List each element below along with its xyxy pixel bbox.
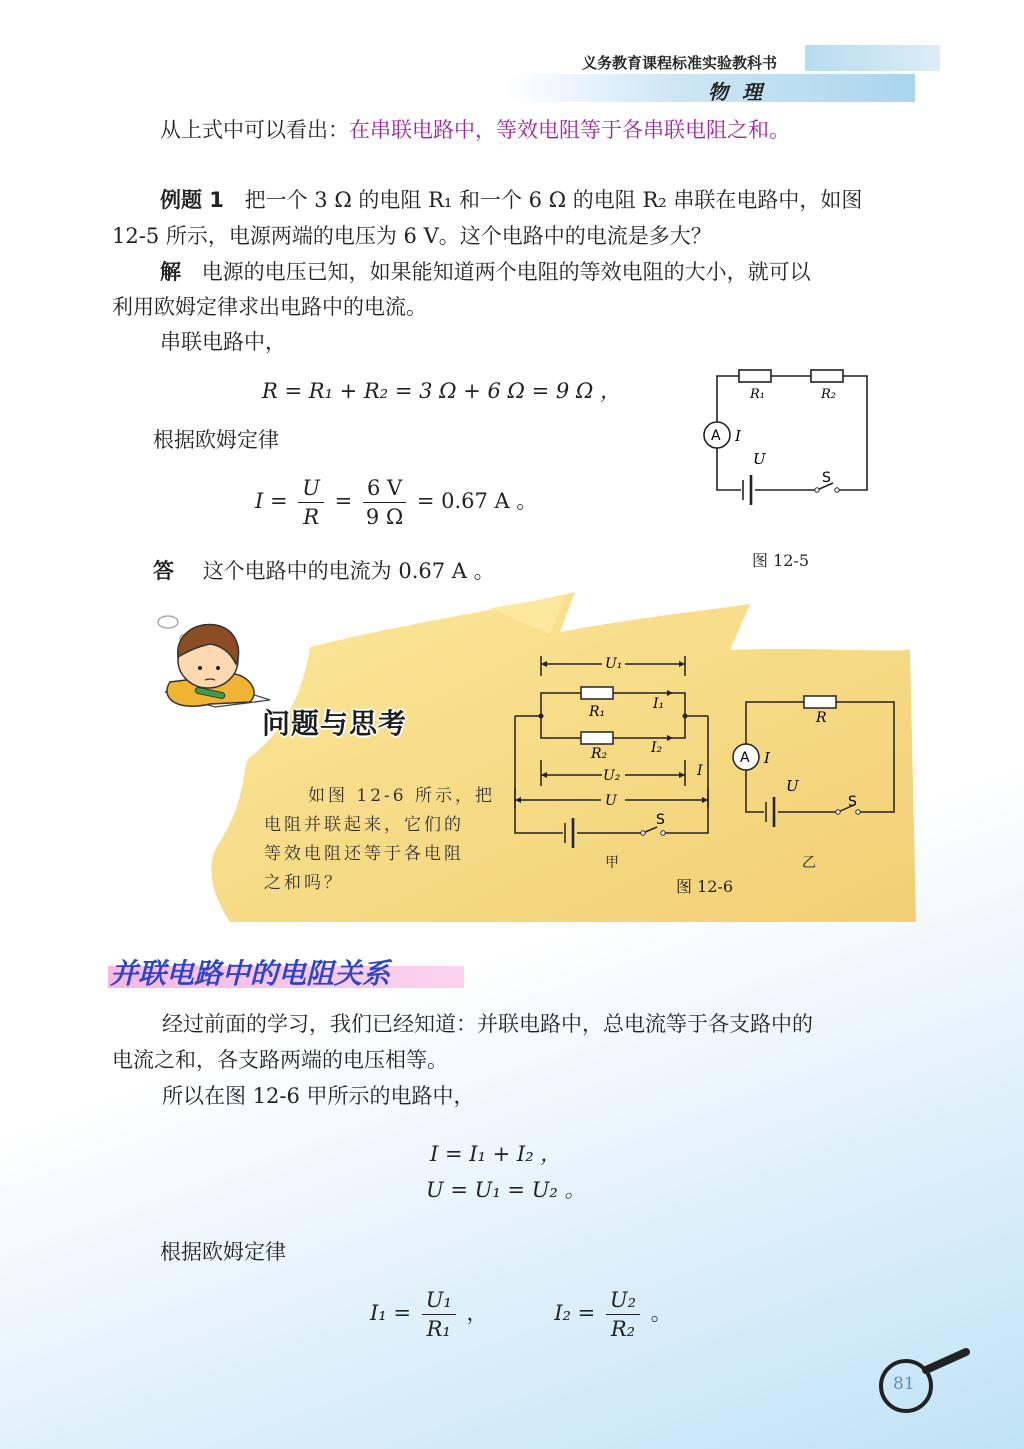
solution-line2: 利用欧姆定律求出电路中的电流。 [112, 295, 427, 319]
eq-i1-num: U₁ [422, 1288, 456, 1315]
think-box-title: 问题与思考 [262, 707, 408, 740]
intro-conclusion: 在串联电路中，等效电阻等于各串联电阻之和。 [349, 118, 790, 142]
think-box-line1: 如图 12-6 所示，把 [308, 786, 495, 806]
equation-current [255, 476, 537, 529]
label-ammeter-12-6: A [740, 750, 750, 766]
equation-parallel-voltage: U = U₁ = U₂ 。 [426, 1178, 586, 1202]
figure-12-6-left-label: 甲 [605, 855, 619, 871]
textbook-series: 义务教育课程标准实验教科书 [582, 54, 778, 72]
eq2-frac1-num: U [298, 476, 324, 503]
magnifier-icon [876, 1348, 976, 1420]
answer-line [153, 553, 495, 589]
equation-series-resistance: R = R₁ + R₂ = 3 Ω + 6 Ω = 9 Ω ， [262, 379, 622, 403]
eq-i2-lhs: I₂ = [554, 1301, 596, 1325]
label-u1: U₁ [605, 656, 623, 672]
intro-lead: 从上式中可以看出： [160, 118, 349, 142]
header-bar-top [805, 45, 940, 71]
think-box-line2: 电阻并联起来，它们的 [264, 815, 464, 835]
figure-12-5-caption: 图 12-5 [752, 551, 810, 570]
eq-i1-den: R₁ [426, 1317, 451, 1341]
eq2-rhs: = 0.67 A 。 [416, 489, 538, 513]
eq2-frac2-den: 9 Ω [365, 505, 404, 529]
answer-label: 答 [153, 559, 174, 583]
answer-text: 这个电路中的电流为 0.67 A 。 [202, 559, 495, 583]
section-title: 并联电路中的电阻关系 [110, 957, 391, 990]
label-current-12-5: I [735, 427, 741, 445]
eq-i2-num: U₂ [606, 1288, 640, 1315]
label-u-total: U [605, 793, 617, 809]
example-line2: 12-5 所示，电源两端的电压为 6 V。这个电路中的电流是多大？ [112, 224, 712, 248]
label-voltage-12-6: U [786, 777, 799, 795]
label-u2: U₂ [603, 768, 621, 784]
label-r1: R₁ [589, 704, 606, 720]
eq-i2-frac [606, 1288, 640, 1341]
label-i1: I₁ [653, 696, 665, 712]
solution-line1 [160, 254, 811, 290]
label-i-total: I [697, 763, 703, 779]
label-r2-12-5: R₂ [821, 387, 836, 402]
label-i2: I₂ [651, 740, 663, 756]
eq-i2-den: R₂ [610, 1317, 636, 1341]
section-para1-line1: 经过前面的学习，我们已经知道：并联电路中，总电流等于各支路中的 [162, 1012, 813, 1036]
label-r2: R₂ [591, 746, 608, 762]
thinking-boy-illustration [150, 612, 275, 722]
eq2-frac2-num: 6 V [363, 476, 406, 503]
think-box-line3: 等效电阻还等于各电阻 [264, 844, 464, 864]
subject-title: 物理 [708, 80, 776, 104]
section-para2: 所以在图 12-6 甲所示的电路中， [162, 1084, 475, 1108]
ohm-law-text-2: 根据欧姆定律 [160, 1240, 286, 1264]
figure-12-6-parallel-circuit [505, 648, 720, 878]
solution-text-1: 电源的电压已知，如果能知道两个电阻的等效电阻的大小，就可以 [201, 260, 811, 284]
series-circuit-text: 串联电路中， [160, 330, 286, 354]
ohm-law-text-1: 根据欧姆定律 [153, 428, 279, 452]
figure-12-5-circuit [695, 362, 885, 512]
label-voltage-12-5: U [753, 450, 766, 468]
equation-parallel-current: I = I₁ + I₂ ， [430, 1142, 562, 1166]
example-line1 [160, 182, 862, 218]
section-para1-line2: 电流之和，各支路两端的电压相等。 [112, 1048, 448, 1072]
eq-i1-lhs: I₁ = [370, 1301, 411, 1325]
eq-separator: ， [466, 1301, 488, 1325]
label-ammeter-12-5: A [711, 428, 721, 444]
eq2-frac2 [363, 476, 406, 529]
eq2-equals: = [334, 489, 353, 513]
eq2-lhs: I = [255, 489, 288, 513]
label-switch-b: S [848, 794, 857, 810]
figure-12-6-right-label: 乙 [802, 855, 816, 871]
eq-i1-frac [422, 1288, 456, 1341]
label-r: R [816, 710, 827, 726]
example-text-1: 把一个 3 Ω 的电阻 R₁ 和一个 6 Ω 的电阻 R₂ 串联在电路中，如图 [244, 188, 863, 212]
page-number: 81 [893, 1374, 915, 1394]
label-current-12-6: I [764, 749, 770, 767]
label-r1-12-5: R₁ [750, 387, 765, 402]
label-switch-a: S [656, 812, 665, 828]
figure-12-6-caption: 图 12-6 [676, 877, 734, 896]
example-label: 例题 1 [160, 188, 224, 212]
solution-label: 解 [160, 260, 181, 284]
eq2-frac1-den: R [303, 505, 320, 529]
think-box-line4: 之和吗？ [264, 873, 344, 893]
label-switch-12-5: S [822, 470, 831, 486]
eq-end: 。 [650, 1301, 672, 1325]
eq2-frac1 [298, 476, 324, 529]
intro-sentence [160, 112, 790, 148]
equation-branch-currents [370, 1288, 672, 1341]
figure-12-6-single-circuit [728, 690, 908, 840]
